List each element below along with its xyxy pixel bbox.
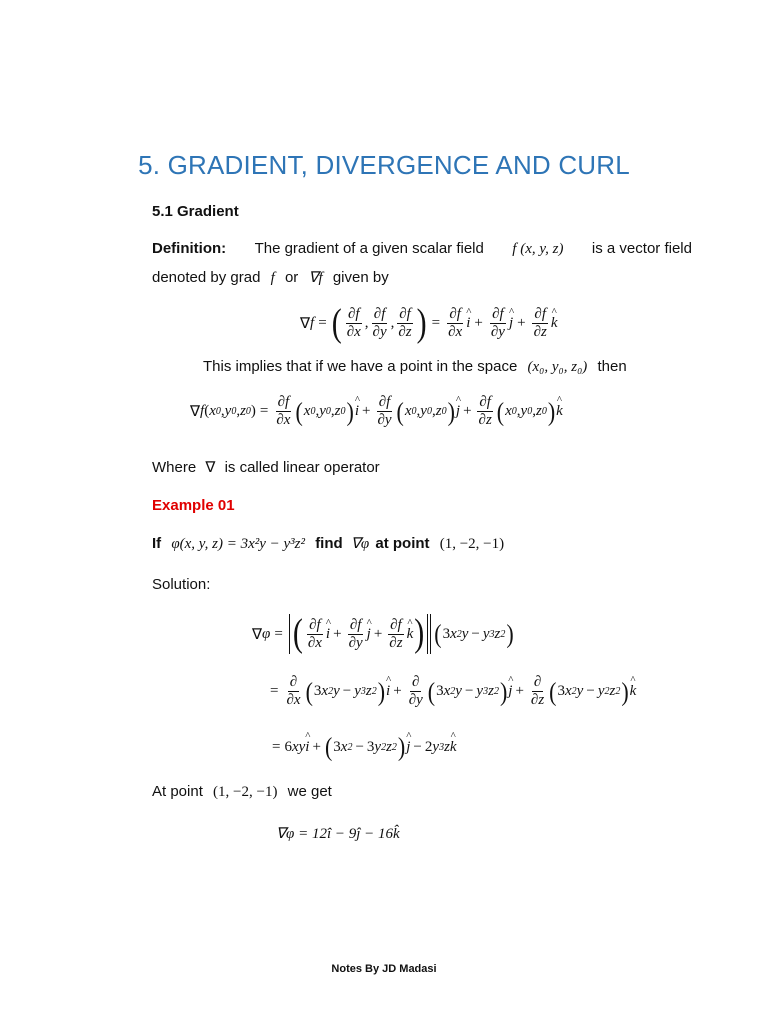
at-point-text: At point xyxy=(152,783,203,800)
page-title: 5. GRADIENT, DIVERGENCE AND CURL xyxy=(138,150,630,180)
section-heading: 5.1 Gradient xyxy=(152,203,239,220)
example-heading: Example 01 xyxy=(152,497,235,514)
definition-line-1 xyxy=(152,240,692,258)
nabla-symbol: ∇ xyxy=(205,460,216,476)
solution-label: Solution: xyxy=(152,576,211,593)
implies-point: (x₀, y₀, z₀) xyxy=(527,359,588,375)
where-text: Where xyxy=(152,459,197,476)
footer-note: Notes By JD Madasi xyxy=(331,963,437,975)
problem-point: (1, −2, −1) xyxy=(439,536,505,552)
at-point-value: (1, −2, −1) xyxy=(213,784,278,800)
problem-at-point: at point xyxy=(375,535,430,552)
problem-find: find xyxy=(315,535,343,552)
problem-grad: ∇φ xyxy=(350,536,370,552)
implies-text: This implies that if we have a point in the space xyxy=(203,358,518,375)
solution-step-2: = $\frac{\partial}{\partial x}$ ( 3 x 2 y − y 3 z 2 ) ^ i + $\frac{\partial}{\partial y}$ ( 3 x 2 y − y 3 z 2 ) ^ j + $\frac{\partial}{\partial z}$ ( 3 x 2 y − y 2 z 2 ) ^ k xyxy=(270,674,636,709)
definition-line-2 xyxy=(152,268,389,287)
point-gradient-formula: ∇ f ( x 0 , y 0 , z 0 ) = $\frac{\partial f}{\partial x}$ ( x 0 , y 0 , z 0 ) ^ i + $\frac{\partial f}{\partial y}$ ( x 0 , y 0 , z 0 ) ^ j + $\frac{\partial f}{\partial z}$ ( x 0 , y 0 , z 0 ) ^ k xyxy=(190,394,563,429)
definition-grad-text: denoted by grad xyxy=(152,269,261,286)
definition-end: is a vector field xyxy=(591,240,692,257)
definition-func: f (x, y, z) xyxy=(512,241,564,257)
definition-label: Definition: xyxy=(152,240,227,257)
where-desc: is called linear operator xyxy=(224,459,380,476)
gradient-formula: ∇ f = ( $\frac{\partial f}{\partial x}$ , $\frac{\partial f}{\partial y}$ , $\frac{\partial f}{\partial z}$ ) = $\frac{\partial f}{\partial x}$ ^ i + $\frac{\partial f}{\partial y}$ ^ j + $\frac{\partial f}{\partial z}$ ^ k xyxy=(300,306,558,341)
at-point-line xyxy=(152,783,332,801)
problem-function: φ(x, y, z) = 3x²y − y³z² xyxy=(171,536,306,552)
problem-line xyxy=(152,534,504,553)
implies-line xyxy=(203,358,627,376)
definition-text: The gradient of a given scalar field xyxy=(254,240,484,257)
final-result: ∇φ = 12î − 9ĵ − 16k̂ xyxy=(276,826,400,842)
definition-nabla-f: ∇f xyxy=(308,270,323,286)
solution-step-1: ∇ φ = ( $\frac{\partial f}{\partial x}$ ^ i + $\frac{\partial f}{\partial y}$ ^ j + $\frac{\partial f}{\partial z}$ ^ k ) ( 3 x 2 y − y 3 z 2 ) xyxy=(252,614,515,654)
definition-or: or xyxy=(284,269,299,286)
we-get-text: we get xyxy=(287,783,332,800)
problem-if: If xyxy=(152,535,162,552)
definition-given-by: given by xyxy=(332,269,389,286)
implies-then: then xyxy=(597,358,627,375)
solution-step-3: = 6 xy ^ i + ( 3 x 2 − 3 y 2 z 2 ) ^ j − 2 y 3 z ^ k xyxy=(272,734,457,760)
definition-f: f xyxy=(270,270,275,286)
where-line xyxy=(152,458,380,477)
